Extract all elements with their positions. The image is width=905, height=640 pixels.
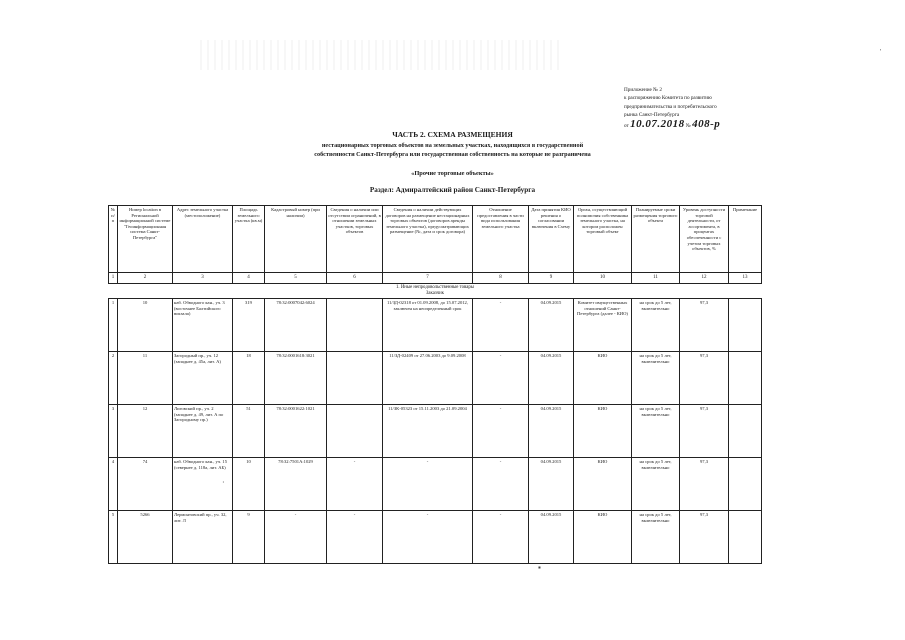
cell-authority: Комитет имущественных отношений Санкт-Петербурга (далее - КИО) — [574, 299, 632, 352]
cell-gis: 12 — [118, 405, 173, 458]
cell-level: 97,3 — [680, 299, 729, 352]
appendix-line: к распоряжению Комитета по развитию — [624, 95, 712, 102]
table-header-row — [109, 206, 762, 273]
cell-address: наб. Обводного кан., уч. 15 (севернее д. 118а, лит. АБ) — [173, 458, 233, 511]
cell-authority: КИО — [574, 511, 632, 564]
cell-cadastre: 78:32:0007042:6024 — [265, 299, 327, 352]
cell-term: на срок до 5 лет, включительно — [632, 352, 680, 405]
cell-cadastre: 78:32:0001618:3021 — [265, 352, 327, 405]
column-number: 7 — [383, 273, 473, 284]
scan-mark: ' — [880, 48, 882, 56]
cell-address: Загородный пр., уч. 12 (западнее д. 45а, лит. А) — [173, 352, 233, 405]
column-number: 2 — [118, 273, 173, 284]
document-title: ЧАСТЬ 2. СХЕМА РАЗМЕЩЕНИЯ — [392, 130, 513, 139]
cell-usage: - — [473, 511, 529, 564]
cell-authority: КИО — [574, 405, 632, 458]
cell-usage: - — [473, 405, 529, 458]
cell-note — [729, 352, 762, 405]
section-title: 1. Иные непродовольственные товары — [396, 285, 474, 290]
header-cell: Кадастровый номер (при наличии) — [265, 206, 327, 273]
document-subtitle-line-2: собственности Санкт-Петербурга или государственная собственность на которые не разграничена — [314, 151, 591, 158]
column-number: 5 — [265, 273, 327, 284]
cell-term: на срок до 5 лет, включительно — [632, 511, 680, 564]
cell-gis: 5266 — [118, 511, 173, 564]
cell-date: 04.09.2015 — [529, 511, 574, 564]
header-cell: Отношение предоставления в части вида использования земельного участка — [473, 206, 529, 273]
header-cell: Сведения о наличии действующих договоров на размещение нестационарных торговых объектов (договоров аренды земельного участка), предусматривающих размещение (№, дата и срок договора) — [383, 206, 473, 273]
column-number: 6 — [327, 273, 383, 284]
table-row — [109, 511, 762, 564]
cell-date: 04.09.2015 — [529, 352, 574, 405]
column-number-row — [109, 273, 762, 284]
table-row — [109, 458, 762, 511]
cell-note — [729, 458, 762, 511]
cell-level: 97,3 — [680, 405, 729, 458]
cell-contracts: 11/ЗД-02318 от 01.09.2008, до 15.07.2012, заключен на неопределенный срок — [383, 299, 473, 352]
appendix-line: предпринимательства и потребительского — [624, 103, 717, 110]
cell-authority: КИО — [574, 458, 632, 511]
section-label — [109, 284, 762, 299]
scan-speck: ▪ — [538, 563, 541, 572]
header-cell: Адрес земельного участка (местоположение) — [173, 206, 233, 273]
table-row — [109, 352, 762, 405]
cell-cadastre: - — [265, 511, 327, 564]
cell-note — [729, 299, 762, 352]
cell-address: Лермонтовский пр., уч. 32, лит. Л — [173, 511, 233, 564]
cell-note — [729, 511, 762, 564]
header-cell: Планируемые сроки размещения торгового объекта — [632, 206, 680, 273]
header-cell: Уровень доступности торговой деятельности, от ассортимента, в процентах обеспеченности с учетом торговых объектов, % — [680, 206, 729, 273]
table-row — [109, 299, 762, 352]
cell-area: 10 — [233, 458, 265, 511]
document-subtitle-line-1: нестационарных торговых объектов на земельных участках, находящихся в государственной — [321, 142, 584, 149]
appendix-number: 408-р — [692, 117, 721, 130]
cell-area: 9 — [233, 511, 265, 564]
cell-contracts: - — [383, 511, 473, 564]
cell-restrictions: - — [327, 511, 383, 564]
cell-num: 1 — [109, 299, 118, 352]
cell-date: 04.09.2015 — [529, 458, 574, 511]
cell-usage: - — [473, 458, 529, 511]
cell-restrictions — [327, 299, 383, 352]
column-number: 4 — [233, 273, 265, 284]
cell-authority: КИО — [574, 352, 632, 405]
column-number: 1 — [109, 273, 118, 284]
cell-contracts: 11/ЗД-02409 от 27.06.2003 до 9.09.2008 — [383, 352, 473, 405]
appendix-number-prefix: № — [685, 122, 691, 129]
cell-restrictions — [327, 352, 383, 405]
cell-area: 319 — [233, 299, 265, 352]
cell-area: 18 — [233, 352, 265, 405]
column-number: 8 — [473, 273, 529, 284]
cell-address: Лиговский пр., уч. 2 (западнее д. 49, лит. А по Загородному пр.) — [173, 405, 233, 458]
header-cell: Номер location в Региональной информационной системе "Геоинформационная система Санкт-Петербурга" — [118, 206, 173, 273]
column-number: 12 — [680, 273, 729, 284]
placement-table — [108, 205, 762, 564]
column-number: 9 — [529, 273, 574, 284]
appendix-line: Приложение № 2 — [624, 87, 662, 93]
appendix-date-prefix: от — [624, 122, 629, 129]
column-number: 3 — [173, 273, 233, 284]
cell-contracts: 11/ЗК-05323 от 15.11.2003 до 21.09.2004 — [383, 405, 473, 458]
cell-note — [729, 405, 762, 458]
cell-address: наб. Обводного кан., уч. 3 (восточнее Балтийского вокзала) — [173, 299, 233, 352]
header-cell: № п/п — [109, 206, 118, 273]
cell-area: 51 — [233, 405, 265, 458]
cell-num: 5 — [109, 511, 118, 564]
cell-cadastre: 78:32:7501A:1029 — [265, 458, 327, 511]
cell-usage: - — [473, 299, 529, 352]
header-cell: Сведения о наличии или отсутствии ограничений, в отношении земельных участков, торговых объектов — [327, 206, 383, 273]
district-heading: Раздел: Адмиралтейский район Санкт-Петербурга — [369, 186, 536, 194]
cell-contracts: - — [383, 458, 473, 511]
column-number: 13 — [729, 273, 762, 284]
header-cell: Площадь земельного участка (кв.м) — [233, 206, 265, 273]
cell-level: 97,3 — [680, 511, 729, 564]
cell-term: на срок до 5 лет, включительно — [632, 458, 680, 511]
scan-noise — [200, 40, 560, 70]
header-cell: Примечание — [729, 206, 762, 273]
appendix-line: рынка Санкт-Петербурга — [624, 112, 680, 119]
cell-num: 2 — [109, 352, 118, 405]
cell-date: 04.09.2015 — [529, 405, 574, 458]
cell-level: 97,3 — [680, 352, 729, 405]
cell-num: 3 — [109, 405, 118, 458]
header-cell: Орган, осуществляющий полномочия собственника земельного участка, на котором расположен торговый объект — [574, 206, 632, 273]
cell-usage: - — [473, 352, 529, 405]
section-row — [109, 284, 762, 299]
appendix-date-line — [624, 117, 784, 130]
cell-term: на срок до 5 лет, включительно — [632, 405, 680, 458]
cell-gis: 74 — [118, 458, 173, 511]
scan-speck: · — [222, 478, 225, 487]
cell-cadastre: 78:32:0001622:1021 — [265, 405, 327, 458]
cell-gis: 10 — [118, 299, 173, 352]
column-number: 10 — [574, 273, 632, 284]
cell-restrictions — [327, 405, 383, 458]
cell-term: на срок до 5 лет, включительно — [632, 299, 680, 352]
appendix-date: 10.07.2018 — [630, 117, 685, 130]
column-number: 11 — [632, 273, 680, 284]
cell-gis: 11 — [118, 352, 173, 405]
cell-level: 97,3 — [680, 458, 729, 511]
cell-num: 4 — [109, 458, 118, 511]
appendix-note — [624, 86, 784, 130]
table-row — [109, 405, 762, 458]
object-category: «Прочие торговые объекты» — [411, 170, 494, 177]
cell-restrictions: - — [327, 458, 383, 511]
header-cell: Дата принятия КИО решения о согласовании включения в Схему — [529, 206, 574, 273]
section-subtitle: Заказчик — [425, 290, 445, 296]
cell-date: 04.09.2015 — [529, 299, 574, 352]
